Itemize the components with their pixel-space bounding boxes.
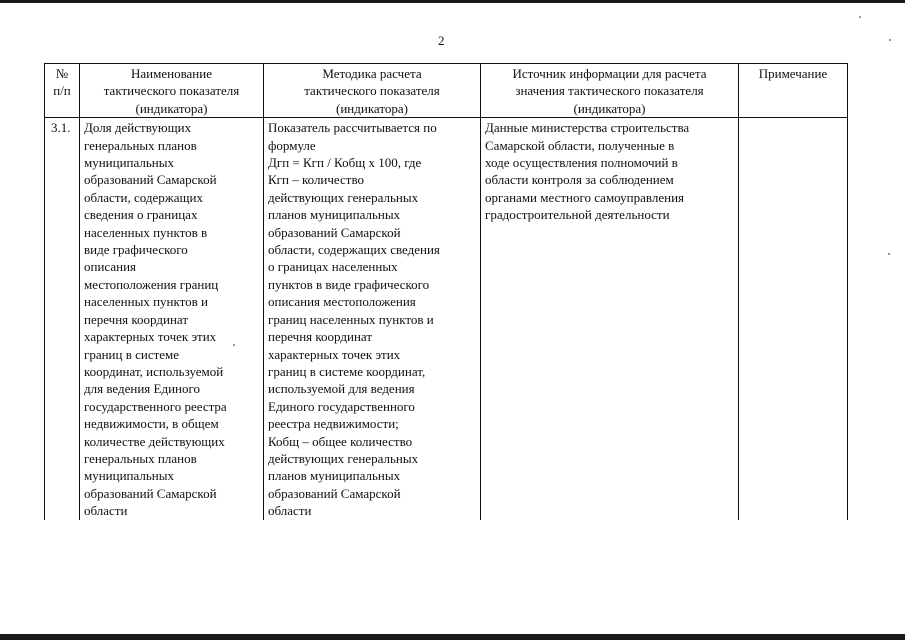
source-line: области контроля за соблюдением xyxy=(485,172,674,188)
methodology-line: Дгп = Кгп / Кобщ х 100, где xyxy=(268,155,422,171)
methodology-line: реестра недвижимости; xyxy=(268,416,399,432)
methodology-line: характерных точек этих xyxy=(268,346,401,362)
methodology-line: планов муниципальных xyxy=(268,207,401,223)
source-line: градостроительной деятельности xyxy=(485,207,670,223)
header-number-line: № xyxy=(55,66,69,81)
indicator-name-line: сведения о границах xyxy=(84,207,198,223)
methodology-line: перечня координат xyxy=(268,329,373,345)
header-indicator-name xyxy=(80,64,264,118)
indicator-name-line: населенных пунктов и xyxy=(84,294,208,310)
methodology-line: Кгп – количество xyxy=(268,172,365,188)
indicator-name-line: образований Самарской xyxy=(84,172,217,188)
methodology-line: используемой для ведения xyxy=(268,381,415,397)
source-line: органами местного самоуправления xyxy=(485,189,685,205)
methodology-line: области, содержащих сведения xyxy=(268,242,440,258)
indicator-name-line: области, содержащих xyxy=(84,189,203,205)
methodology-line: образований Самарской xyxy=(268,224,401,240)
header-indicator-name-line: (индикатора) xyxy=(135,100,208,116)
indicator-name-line: характерных точек этих xyxy=(84,329,217,345)
methodology-line: о границах населенных xyxy=(268,259,398,275)
indicator-name-line: образований Самарской xyxy=(84,485,217,501)
methodology-line: описания местоположения xyxy=(268,294,416,310)
indicator-name-line: области xyxy=(84,503,128,519)
table-header-row xyxy=(45,64,848,118)
table-row xyxy=(45,118,848,520)
methodology-line: действующих генеральных xyxy=(268,189,419,205)
scan-speck xyxy=(859,16,861,18)
header-source-line: значения тактического показателя xyxy=(515,83,704,99)
indicator-name-cell xyxy=(80,118,264,520)
indicator-name-line: муниципальных xyxy=(84,468,175,484)
indicator-name-line: Доля действующих xyxy=(84,120,192,136)
methodology-line: границ населенных пунктов и xyxy=(268,311,434,327)
header-source-line: Источник информации для расчета xyxy=(512,66,707,81)
methodology-line: Показатель рассчитывается по xyxy=(268,120,437,136)
indicator-name-line: перечня координат xyxy=(84,311,189,327)
scan-speck xyxy=(889,39,891,41)
header-methodology-line: тактического показателя xyxy=(304,83,440,99)
methodology-cell xyxy=(264,118,481,520)
methodology-line: границ в системе координат, xyxy=(268,363,426,379)
indicator-table xyxy=(44,63,848,520)
header-note xyxy=(739,64,848,118)
indicator-name-line: генеральных планов xyxy=(84,137,197,153)
indicator-name-line: государственного реестра xyxy=(84,398,227,414)
source-cell xyxy=(481,118,739,520)
indicator-name-line: координат, используемой xyxy=(84,363,224,379)
indicator-name-line: местоположения границ xyxy=(84,276,219,292)
header-methodology-line: (индикатора) xyxy=(336,100,408,116)
methodology-line: действующих генеральных xyxy=(268,450,419,466)
header-indicator-name-line: Наименование xyxy=(131,66,212,81)
header-source-line: (индикатора) xyxy=(573,100,646,116)
page-number: 2 xyxy=(438,33,445,48)
methodology-line: планов муниципальных xyxy=(268,468,401,484)
methodology-line: Единого государственного xyxy=(268,398,415,414)
header-number xyxy=(45,64,80,118)
methodology-line: образований Самарской xyxy=(268,485,401,501)
methodology-line: Кобщ – общее количество xyxy=(268,433,413,449)
note-cell xyxy=(739,118,848,520)
scan-speck xyxy=(233,344,235,346)
indicator-name-line: описания xyxy=(84,259,137,275)
indicator-name-line: муниципальных xyxy=(84,155,175,171)
header-methodology xyxy=(264,64,481,118)
row-number: 3.1. xyxy=(51,120,71,136)
scan-bottom-edge xyxy=(0,634,905,640)
indicator-name-line: для ведения Единого xyxy=(84,381,200,397)
header-number-line: п/п xyxy=(53,83,71,99)
source-line: Данные министерства строительства xyxy=(485,120,690,136)
indicator-name-line: генеральных планов xyxy=(84,450,197,466)
header-note-line: Примечание xyxy=(758,66,828,81)
source-line: ходе осуществления полномочий в xyxy=(485,155,678,171)
methodology-line: формуле xyxy=(268,137,316,153)
row-number-cell xyxy=(45,118,80,520)
indicator-name-line: виде графического xyxy=(84,242,188,258)
source-line: Самарской области, полученные в xyxy=(485,137,675,153)
scan-speck xyxy=(888,253,890,255)
methodology-line: пунктов в виде графического xyxy=(268,276,430,292)
indicator-name-line: недвижимости, в общем xyxy=(84,416,219,432)
indicator-name-line: границ в системе xyxy=(84,346,180,362)
methodology-line: области xyxy=(268,503,312,519)
scan-top-edge xyxy=(0,0,905,3)
indicator-name-line: количестве действующих xyxy=(84,433,225,449)
header-indicator-name-line: тактического показателя xyxy=(103,83,240,99)
indicator-name-line: населенных пунктов в xyxy=(84,224,208,240)
header-methodology-line: Методика расчета xyxy=(322,66,422,81)
header-source xyxy=(481,64,739,118)
